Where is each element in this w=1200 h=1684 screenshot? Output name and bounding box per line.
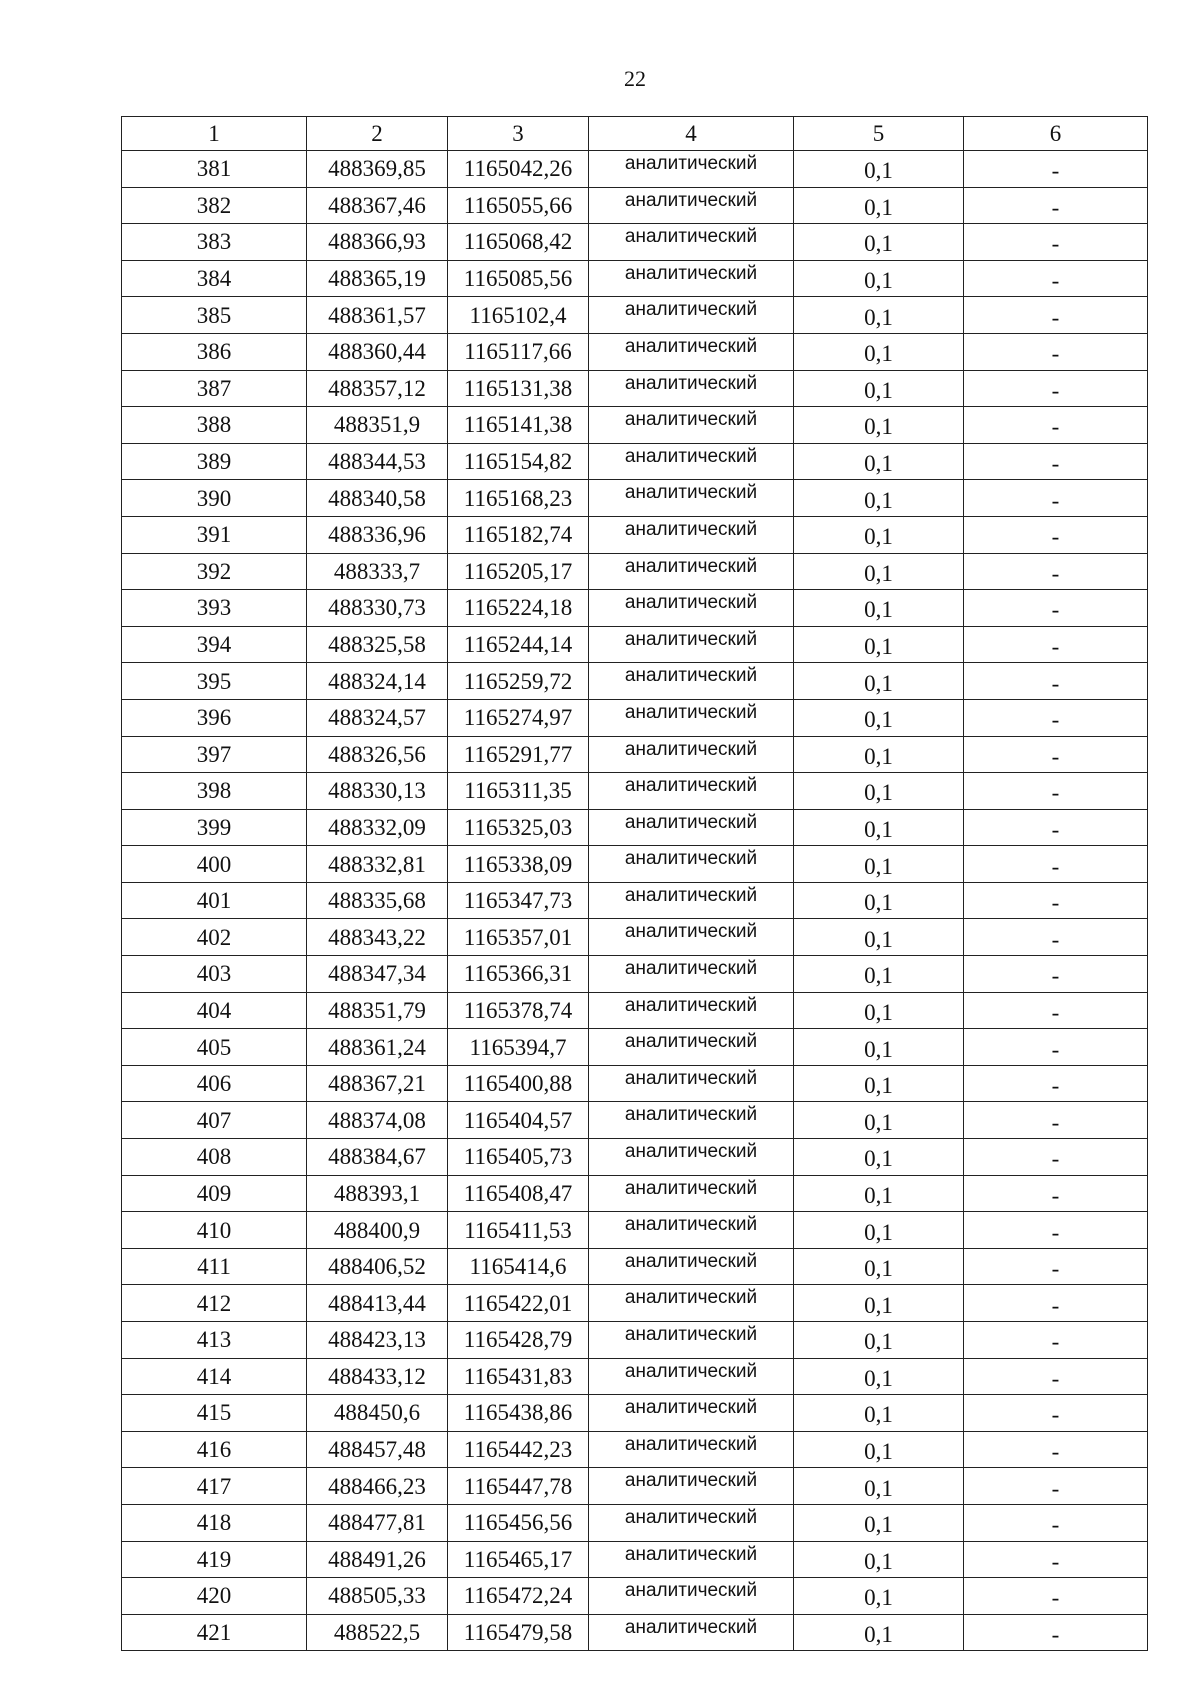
accuracy-cell: 0,1 bbox=[794, 553, 964, 590]
point-number-cell: 401 bbox=[122, 882, 307, 919]
method-cell: аналитический bbox=[589, 224, 794, 261]
point-number-cell: 419 bbox=[122, 1541, 307, 1578]
note-cell: - bbox=[964, 846, 1148, 883]
method-cell: аналитический bbox=[589, 956, 794, 993]
x-coordinate-cell: 488330,13 bbox=[307, 773, 448, 810]
y-coordinate-cell: 1165042,26 bbox=[448, 151, 589, 188]
point-number-cell: 411 bbox=[122, 1248, 307, 1285]
x-coordinate-cell: 488324,57 bbox=[307, 699, 448, 736]
method-cell: аналитический bbox=[589, 1285, 794, 1322]
accuracy-cell: 0,1 bbox=[794, 1065, 964, 1102]
point-number-cell: 393 bbox=[122, 590, 307, 627]
point-number-cell: 398 bbox=[122, 773, 307, 810]
table-row bbox=[122, 1431, 1148, 1468]
table-row bbox=[122, 187, 1148, 224]
accuracy-cell: 0,1 bbox=[794, 516, 964, 553]
x-coordinate-cell: 488324,14 bbox=[307, 663, 448, 700]
x-coordinate-cell: 488393,1 bbox=[307, 1175, 448, 1212]
table-row bbox=[122, 590, 1148, 627]
accuracy-cell: 0,1 bbox=[794, 224, 964, 261]
point-number-cell: 382 bbox=[122, 187, 307, 224]
table-row bbox=[122, 809, 1148, 846]
table-row bbox=[122, 333, 1148, 370]
method-cell: аналитический bbox=[589, 333, 794, 370]
point-number-cell: 405 bbox=[122, 1029, 307, 1066]
note-cell: - bbox=[964, 992, 1148, 1029]
x-coordinate-cell: 488344,53 bbox=[307, 443, 448, 480]
table-row bbox=[122, 699, 1148, 736]
y-coordinate-cell: 1165311,35 bbox=[448, 773, 589, 810]
method-cell: аналитический bbox=[589, 590, 794, 627]
point-number-cell: 413 bbox=[122, 1322, 307, 1359]
table-row bbox=[122, 1175, 1148, 1212]
accuracy-cell: 0,1 bbox=[794, 407, 964, 444]
note-cell: - bbox=[964, 480, 1148, 517]
point-number-cell: 392 bbox=[122, 553, 307, 590]
x-coordinate-cell: 488332,09 bbox=[307, 809, 448, 846]
y-coordinate-cell: 1165447,78 bbox=[448, 1468, 589, 1505]
column-header-2: 2 bbox=[307, 117, 448, 151]
table-row bbox=[122, 516, 1148, 553]
accuracy-cell: 0,1 bbox=[794, 1578, 964, 1615]
table-row bbox=[122, 1065, 1148, 1102]
table-row bbox=[122, 370, 1148, 407]
accuracy-cell: 0,1 bbox=[794, 736, 964, 773]
x-coordinate-cell: 488522,5 bbox=[307, 1614, 448, 1651]
y-coordinate-cell: 1165438,86 bbox=[448, 1395, 589, 1432]
y-coordinate-cell: 1165408,47 bbox=[448, 1175, 589, 1212]
accuracy-cell: 0,1 bbox=[794, 370, 964, 407]
method-cell: аналитический bbox=[589, 480, 794, 517]
method-cell: аналитический bbox=[589, 1248, 794, 1285]
x-coordinate-cell: 488340,58 bbox=[307, 480, 448, 517]
table-row bbox=[122, 407, 1148, 444]
note-cell: - bbox=[964, 1504, 1148, 1541]
table-row bbox=[122, 1504, 1148, 1541]
table-row bbox=[122, 882, 1148, 919]
table-row bbox=[122, 260, 1148, 297]
note-cell: - bbox=[964, 1395, 1148, 1432]
method-cell: аналитический bbox=[589, 1212, 794, 1249]
point-number-cell: 409 bbox=[122, 1175, 307, 1212]
point-number-cell: 418 bbox=[122, 1504, 307, 1541]
point-number-cell: 391 bbox=[122, 516, 307, 553]
note-cell: - bbox=[964, 1431, 1148, 1468]
y-coordinate-cell: 1165102,4 bbox=[448, 297, 589, 334]
method-cell: аналитический bbox=[589, 260, 794, 297]
note-cell: - bbox=[964, 370, 1148, 407]
table-row bbox=[122, 224, 1148, 261]
note-cell: - bbox=[964, 443, 1148, 480]
method-cell: аналитический bbox=[589, 626, 794, 663]
header-row bbox=[122, 117, 1148, 151]
y-coordinate-cell: 1165259,72 bbox=[448, 663, 589, 700]
method-cell: аналитический bbox=[589, 809, 794, 846]
point-number-cell: 387 bbox=[122, 370, 307, 407]
point-number-cell: 414 bbox=[122, 1358, 307, 1395]
column-header-5: 5 bbox=[794, 117, 964, 151]
method-cell: аналитический bbox=[589, 1541, 794, 1578]
method-cell: аналитический bbox=[589, 882, 794, 919]
method-cell: аналитический bbox=[589, 663, 794, 700]
accuracy-cell: 0,1 bbox=[794, 333, 964, 370]
x-coordinate-cell: 488367,21 bbox=[307, 1065, 448, 1102]
point-number-cell: 385 bbox=[122, 297, 307, 334]
method-cell: аналитический bbox=[589, 1431, 794, 1468]
point-number-cell: 397 bbox=[122, 736, 307, 773]
accuracy-cell: 0,1 bbox=[794, 1541, 964, 1578]
x-coordinate-cell: 488333,7 bbox=[307, 553, 448, 590]
accuracy-cell: 0,1 bbox=[794, 151, 964, 188]
x-coordinate-cell: 488351,9 bbox=[307, 407, 448, 444]
table-row bbox=[122, 663, 1148, 700]
y-coordinate-cell: 1165244,14 bbox=[448, 626, 589, 663]
y-coordinate-cell: 1165325,03 bbox=[448, 809, 589, 846]
method-cell: аналитический bbox=[589, 370, 794, 407]
point-number-cell: 386 bbox=[122, 333, 307, 370]
table-row bbox=[122, 443, 1148, 480]
point-number-cell: 408 bbox=[122, 1139, 307, 1176]
note-cell: - bbox=[964, 590, 1148, 627]
y-coordinate-cell: 1165442,23 bbox=[448, 1431, 589, 1468]
note-cell: - bbox=[964, 1614, 1148, 1651]
table-row bbox=[122, 1322, 1148, 1359]
note-cell: - bbox=[964, 1285, 1148, 1322]
x-coordinate-cell: 488343,22 bbox=[307, 919, 448, 956]
y-coordinate-cell: 1165411,53 bbox=[448, 1212, 589, 1249]
method-cell: аналитический bbox=[589, 553, 794, 590]
point-number-cell: 395 bbox=[122, 663, 307, 700]
accuracy-cell: 0,1 bbox=[794, 882, 964, 919]
x-coordinate-cell: 488332,81 bbox=[307, 846, 448, 883]
y-coordinate-cell: 1165431,83 bbox=[448, 1358, 589, 1395]
note-cell: - bbox=[964, 736, 1148, 773]
accuracy-cell: 0,1 bbox=[794, 809, 964, 846]
point-number-cell: 404 bbox=[122, 992, 307, 1029]
note-cell: - bbox=[964, 1139, 1148, 1176]
note-cell: - bbox=[964, 699, 1148, 736]
column-header-3: 3 bbox=[448, 117, 589, 151]
point-number-cell: 412 bbox=[122, 1285, 307, 1322]
point-number-cell: 400 bbox=[122, 846, 307, 883]
y-coordinate-cell: 1165055,66 bbox=[448, 187, 589, 224]
table-row bbox=[122, 1212, 1148, 1249]
accuracy-cell: 0,1 bbox=[794, 1102, 964, 1139]
accuracy-cell: 0,1 bbox=[794, 443, 964, 480]
note-cell: - bbox=[964, 956, 1148, 993]
method-cell: аналитический bbox=[589, 773, 794, 810]
note-cell: - bbox=[964, 553, 1148, 590]
coordinates-table bbox=[121, 116, 1148, 1651]
y-coordinate-cell: 1165117,66 bbox=[448, 333, 589, 370]
column-header-6: 6 bbox=[964, 117, 1148, 151]
note-cell: - bbox=[964, 1322, 1148, 1359]
accuracy-cell: 0,1 bbox=[794, 1504, 964, 1541]
y-coordinate-cell: 1165428,79 bbox=[448, 1322, 589, 1359]
accuracy-cell: 0,1 bbox=[794, 1248, 964, 1285]
note-cell: - bbox=[964, 297, 1148, 334]
method-cell: аналитический bbox=[589, 1029, 794, 1066]
y-coordinate-cell: 1165404,57 bbox=[448, 1102, 589, 1139]
table-row bbox=[122, 553, 1148, 590]
note-cell: - bbox=[964, 333, 1148, 370]
y-coordinate-cell: 1165168,23 bbox=[448, 480, 589, 517]
accuracy-cell: 0,1 bbox=[794, 480, 964, 517]
method-cell: аналитический bbox=[589, 297, 794, 334]
y-coordinate-cell: 1165205,17 bbox=[448, 553, 589, 590]
table-row bbox=[122, 1358, 1148, 1395]
method-cell: аналитический bbox=[589, 1358, 794, 1395]
table-row bbox=[122, 480, 1148, 517]
method-cell: аналитический bbox=[589, 1578, 794, 1615]
accuracy-cell: 0,1 bbox=[794, 699, 964, 736]
x-coordinate-cell: 488351,79 bbox=[307, 992, 448, 1029]
method-cell: аналитический bbox=[589, 736, 794, 773]
accuracy-cell: 0,1 bbox=[794, 1431, 964, 1468]
table-header bbox=[122, 117, 1148, 151]
method-cell: аналитический bbox=[589, 1102, 794, 1139]
method-cell: аналитический bbox=[589, 919, 794, 956]
page-number: 22 bbox=[624, 66, 646, 91]
point-number-cell: 399 bbox=[122, 809, 307, 846]
table-row bbox=[122, 919, 1148, 956]
note-cell: - bbox=[964, 1029, 1148, 1066]
note-cell: - bbox=[964, 516, 1148, 553]
accuracy-cell: 0,1 bbox=[794, 1322, 964, 1359]
note-cell: - bbox=[964, 773, 1148, 810]
column-header-4: 4 bbox=[589, 117, 794, 151]
table-row bbox=[122, 1139, 1148, 1176]
method-cell: аналитический bbox=[589, 407, 794, 444]
y-coordinate-cell: 1165400,88 bbox=[448, 1065, 589, 1102]
point-number-cell: 420 bbox=[122, 1578, 307, 1615]
y-coordinate-cell: 1165141,38 bbox=[448, 407, 589, 444]
y-coordinate-cell: 1165347,73 bbox=[448, 882, 589, 919]
note-cell: - bbox=[964, 626, 1148, 663]
point-number-cell: 416 bbox=[122, 1431, 307, 1468]
method-cell: аналитический bbox=[589, 846, 794, 883]
y-coordinate-cell: 1165338,09 bbox=[448, 846, 589, 883]
table-row bbox=[122, 1029, 1148, 1066]
accuracy-cell: 0,1 bbox=[794, 260, 964, 297]
x-coordinate-cell: 488357,12 bbox=[307, 370, 448, 407]
method-cell: аналитический bbox=[589, 1139, 794, 1176]
x-coordinate-cell: 488347,34 bbox=[307, 956, 448, 993]
table-row bbox=[122, 151, 1148, 188]
accuracy-cell: 0,1 bbox=[794, 992, 964, 1029]
accuracy-cell: 0,1 bbox=[794, 1395, 964, 1432]
point-number-cell: 417 bbox=[122, 1468, 307, 1505]
note-cell: - bbox=[964, 1175, 1148, 1212]
note-cell: - bbox=[964, 224, 1148, 261]
note-cell: - bbox=[964, 1358, 1148, 1395]
y-coordinate-cell: 1165479,58 bbox=[448, 1614, 589, 1651]
x-coordinate-cell: 488433,12 bbox=[307, 1358, 448, 1395]
note-cell: - bbox=[964, 187, 1148, 224]
point-number-cell: 381 bbox=[122, 151, 307, 188]
point-number-cell: 394 bbox=[122, 626, 307, 663]
method-cell: аналитический bbox=[589, 151, 794, 188]
accuracy-cell: 0,1 bbox=[794, 1358, 964, 1395]
note-cell: - bbox=[964, 1065, 1148, 1102]
table-row bbox=[122, 1102, 1148, 1139]
y-coordinate-cell: 1165357,01 bbox=[448, 919, 589, 956]
table-row bbox=[122, 956, 1148, 993]
x-coordinate-cell: 488400,9 bbox=[307, 1212, 448, 1249]
note-cell: - bbox=[964, 809, 1148, 846]
accuracy-cell: 0,1 bbox=[794, 590, 964, 627]
note-cell: - bbox=[964, 1102, 1148, 1139]
method-cell: аналитический bbox=[589, 1468, 794, 1505]
y-coordinate-cell: 1165414,6 bbox=[448, 1248, 589, 1285]
table-row bbox=[122, 773, 1148, 810]
method-cell: аналитический bbox=[589, 1175, 794, 1212]
note-cell: - bbox=[964, 919, 1148, 956]
point-number-cell: 403 bbox=[122, 956, 307, 993]
note-cell: - bbox=[964, 1468, 1148, 1505]
x-coordinate-cell: 488491,26 bbox=[307, 1541, 448, 1578]
point-number-cell: 389 bbox=[122, 443, 307, 480]
table-row bbox=[122, 736, 1148, 773]
x-coordinate-cell: 488450,6 bbox=[307, 1395, 448, 1432]
x-coordinate-cell: 488335,68 bbox=[307, 882, 448, 919]
point-number-cell: 410 bbox=[122, 1212, 307, 1249]
note-cell: - bbox=[964, 407, 1148, 444]
y-coordinate-cell: 1165422,01 bbox=[448, 1285, 589, 1322]
y-coordinate-cell: 1165274,97 bbox=[448, 699, 589, 736]
y-coordinate-cell: 1165131,38 bbox=[448, 370, 589, 407]
accuracy-cell: 0,1 bbox=[794, 1212, 964, 1249]
accuracy-cell: 0,1 bbox=[794, 1285, 964, 1322]
y-coordinate-cell: 1165154,82 bbox=[448, 443, 589, 480]
note-cell: - bbox=[964, 882, 1148, 919]
note-cell: - bbox=[964, 1541, 1148, 1578]
point-number-cell: 421 bbox=[122, 1614, 307, 1651]
table-row bbox=[122, 846, 1148, 883]
table-body bbox=[122, 151, 1148, 1651]
accuracy-cell: 0,1 bbox=[794, 1468, 964, 1505]
x-coordinate-cell: 488336,96 bbox=[307, 516, 448, 553]
y-coordinate-cell: 1165182,74 bbox=[448, 516, 589, 553]
point-number-cell: 406 bbox=[122, 1065, 307, 1102]
accuracy-cell: 0,1 bbox=[794, 773, 964, 810]
accuracy-cell: 0,1 bbox=[794, 1614, 964, 1651]
table-row bbox=[122, 1541, 1148, 1578]
method-cell: аналитический bbox=[589, 1504, 794, 1541]
accuracy-cell: 0,1 bbox=[794, 1175, 964, 1212]
column-header-1: 1 bbox=[122, 117, 307, 151]
table-row bbox=[122, 626, 1148, 663]
method-cell: аналитический bbox=[589, 1395, 794, 1432]
y-coordinate-cell: 1165068,42 bbox=[448, 224, 589, 261]
note-cell: - bbox=[964, 151, 1148, 188]
note-cell: - bbox=[964, 260, 1148, 297]
x-coordinate-cell: 488374,08 bbox=[307, 1102, 448, 1139]
point-number-cell: 415 bbox=[122, 1395, 307, 1432]
x-coordinate-cell: 488457,48 bbox=[307, 1431, 448, 1468]
y-coordinate-cell: 1165291,77 bbox=[448, 736, 589, 773]
point-number-cell: 384 bbox=[122, 260, 307, 297]
point-number-cell: 388 bbox=[122, 407, 307, 444]
table-row bbox=[122, 1248, 1148, 1285]
table-row bbox=[122, 1578, 1148, 1615]
x-coordinate-cell: 488325,58 bbox=[307, 626, 448, 663]
y-coordinate-cell: 1165378,74 bbox=[448, 992, 589, 1029]
method-cell: аналитический bbox=[589, 1614, 794, 1651]
accuracy-cell: 0,1 bbox=[794, 956, 964, 993]
y-coordinate-cell: 1165085,56 bbox=[448, 260, 589, 297]
accuracy-cell: 0,1 bbox=[794, 846, 964, 883]
x-coordinate-cell: 488477,81 bbox=[307, 1504, 448, 1541]
x-coordinate-cell: 488360,44 bbox=[307, 333, 448, 370]
accuracy-cell: 0,1 bbox=[794, 187, 964, 224]
x-coordinate-cell: 488505,33 bbox=[307, 1578, 448, 1615]
accuracy-cell: 0,1 bbox=[794, 297, 964, 334]
table-row bbox=[122, 1614, 1148, 1651]
x-coordinate-cell: 488366,93 bbox=[307, 224, 448, 261]
method-cell: аналитический bbox=[589, 443, 794, 480]
method-cell: аналитический bbox=[589, 699, 794, 736]
y-coordinate-cell: 1165472,24 bbox=[448, 1578, 589, 1615]
x-coordinate-cell: 488384,67 bbox=[307, 1139, 448, 1176]
method-cell: аналитический bbox=[589, 1322, 794, 1359]
x-coordinate-cell: 488406,52 bbox=[307, 1248, 448, 1285]
note-cell: - bbox=[964, 1212, 1148, 1249]
point-number-cell: 407 bbox=[122, 1102, 307, 1139]
note-cell: - bbox=[964, 1248, 1148, 1285]
x-coordinate-cell: 488423,13 bbox=[307, 1322, 448, 1359]
point-number-cell: 396 bbox=[122, 699, 307, 736]
x-coordinate-cell: 488361,24 bbox=[307, 1029, 448, 1066]
x-coordinate-cell: 488367,46 bbox=[307, 187, 448, 224]
method-cell: аналитический bbox=[589, 187, 794, 224]
y-coordinate-cell: 1165394,7 bbox=[448, 1029, 589, 1066]
accuracy-cell: 0,1 bbox=[794, 1029, 964, 1066]
x-coordinate-cell: 488365,19 bbox=[307, 260, 448, 297]
x-coordinate-cell: 488326,56 bbox=[307, 736, 448, 773]
table-row bbox=[122, 297, 1148, 334]
table-row bbox=[122, 1395, 1148, 1432]
y-coordinate-cell: 1165456,56 bbox=[448, 1504, 589, 1541]
note-cell: - bbox=[964, 1578, 1148, 1615]
table-row bbox=[122, 1468, 1148, 1505]
method-cell: аналитический bbox=[589, 992, 794, 1029]
y-coordinate-cell: 1165405,73 bbox=[448, 1139, 589, 1176]
method-cell: аналитический bbox=[589, 516, 794, 553]
y-coordinate-cell: 1165465,17 bbox=[448, 1541, 589, 1578]
point-number-cell: 402 bbox=[122, 919, 307, 956]
table-row bbox=[122, 1285, 1148, 1322]
accuracy-cell: 0,1 bbox=[794, 663, 964, 700]
accuracy-cell: 0,1 bbox=[794, 1139, 964, 1176]
accuracy-cell: 0,1 bbox=[794, 626, 964, 663]
y-coordinate-cell: 1165224,18 bbox=[448, 590, 589, 627]
x-coordinate-cell: 488466,23 bbox=[307, 1468, 448, 1505]
method-cell: аналитический bbox=[589, 1065, 794, 1102]
x-coordinate-cell: 488330,73 bbox=[307, 590, 448, 627]
point-number-cell: 383 bbox=[122, 224, 307, 261]
x-coordinate-cell: 488413,44 bbox=[307, 1285, 448, 1322]
note-cell: - bbox=[964, 663, 1148, 700]
point-number-cell: 390 bbox=[122, 480, 307, 517]
x-coordinate-cell: 488361,57 bbox=[307, 297, 448, 334]
y-coordinate-cell: 1165366,31 bbox=[448, 956, 589, 993]
accuracy-cell: 0,1 bbox=[794, 919, 964, 956]
x-coordinate-cell: 488369,85 bbox=[307, 151, 448, 188]
table-row bbox=[122, 992, 1148, 1029]
